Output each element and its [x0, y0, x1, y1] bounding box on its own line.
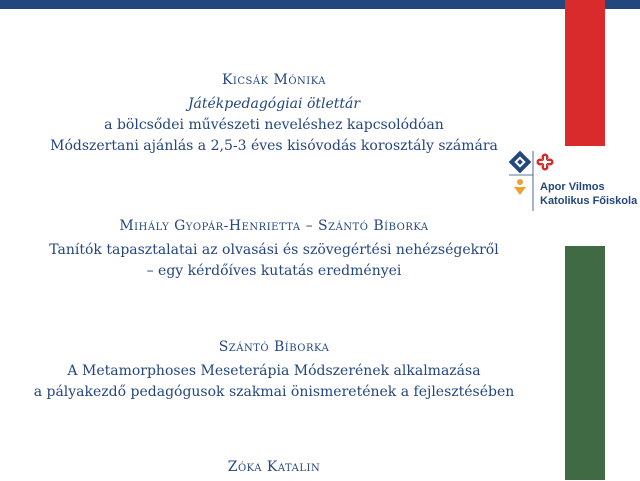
green-stripe: [565, 246, 605, 480]
entry-3[interactable]: [0, 337, 548, 403]
entry-title-line: Módszertani ajánlás a 2,5-3 éves kisóvodás korosztály számára: [50, 138, 498, 154]
entry-title-line: – egy kérdőíves kutatás eredményei: [146, 263, 402, 279]
logo-line-2: Katolikus Főiskola: [540, 195, 638, 207]
entry-title-line: Játékpedagógiai ötlettár: [187, 96, 361, 112]
entry-author: Zóka Katalin: [227, 459, 321, 475]
entry-author: Kicsák Mónika: [221, 72, 327, 88]
entry-4[interactable]: [0, 457, 548, 481]
college-logo: [505, 151, 640, 211]
entry-author: Szántó Bíborka: [218, 339, 330, 355]
entry-title-line: a bölcsődei művészeti neveléshez kapcsolódóan: [104, 117, 444, 133]
entry-2[interactable]: [0, 216, 548, 282]
entry-1[interactable]: [0, 70, 548, 157]
entry-title-line: A Metamorphoses Meseterápia Módszerének alkalmazása: [67, 363, 481, 379]
entry-title-line: Tanítók tapasztalatai az olvasási és szövegértési nehézségekről: [49, 242, 499, 258]
logo-line-1: Apor Vilmos: [540, 181, 605, 193]
entry-title-line: a pályakezdő pedagógusok szakmai önismeretének a fejlesztésében: [33, 384, 515, 400]
red-stripe: [565, 0, 605, 146]
entry-author: Mihály Gyopár-Henrietta – Szántó Bíborka: [119, 218, 429, 234]
